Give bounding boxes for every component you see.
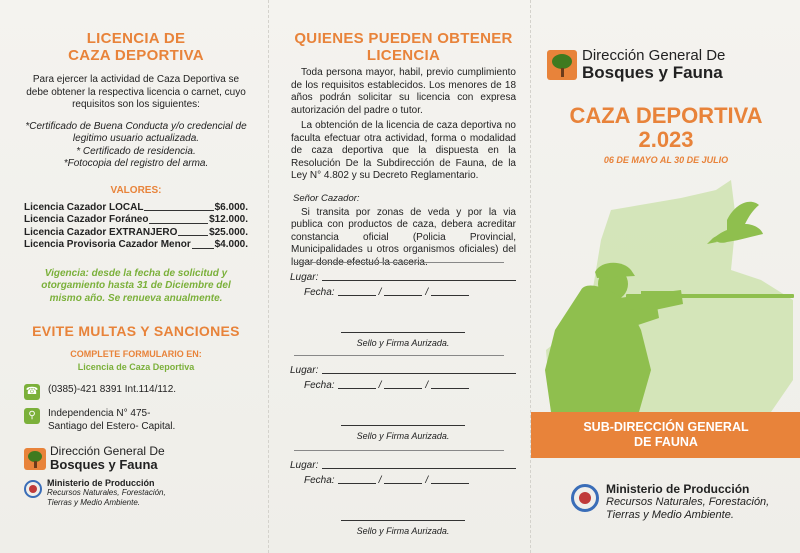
- location-icon: ⚲: [24, 408, 40, 424]
- phone-number: (0385)-421 8391 Int.114/112.: [48, 384, 177, 395]
- quienes-title: QUIENES PUEDEN OBTENER LICENCIA: [294, 30, 513, 64]
- sello-label: Sello y Firma Aurizada.: [356, 526, 450, 536]
- org-logo-block: Dirección General De Bosques y Fauna: [24, 445, 248, 472]
- ministry-logo-icon: [571, 484, 599, 512]
- requirements-list: [24, 121, 248, 171]
- ministry-logo-icon: [24, 480, 42, 498]
- vigencia-text: Vigencia: desde la fecha de solicitud y otorgamiento hasta 31 de Diciembre del mismo año. Se renueva anualmente.: [41, 267, 231, 304]
- senor-cazador: Señor Cazador:: [293, 192, 360, 204]
- evite-title: EVITE MULTAS Y SANCIONES: [32, 323, 240, 339]
- cover-title: CAZA DEPORTIVA: [569, 103, 763, 128]
- cover-org-logo: Dirección General De Bosques y Fauna: [547, 48, 725, 82]
- subdireccion-banner: SUB-DIRECCIÓN GENERAL DE FAUNA: [531, 412, 800, 458]
- fecha-field[interactable]: Fecha: / /: [290, 286, 516, 298]
- cover-year: 2.023: [638, 127, 694, 152]
- complete-link[interactable]: Licencia de Caza Deportiva: [77, 362, 195, 372]
- valor-row: Licencia Cazador Foráneo $12.000.: [24, 214, 248, 225]
- complete-title: COMPLETE FORMULARIO EN:: [70, 349, 202, 359]
- licencia-title: LICENCIA DE CAZA DEPORTIVA: [68, 30, 204, 64]
- panel-cover: [530, 0, 800, 553]
- address-contact: [24, 408, 248, 433]
- tree-logo-icon: [547, 50, 577, 80]
- requirement-item: * Certificado de residencia.: [76, 145, 196, 157]
- signature-block: [290, 262, 516, 348]
- sello-label: Sello y Firma Aurizada.: [356, 338, 450, 348]
- fecha-field[interactable]: Fecha: / /: [290, 379, 516, 391]
- quienes-para3: Si transita por zonas de veda y por la via publica con productos de caza, debera acreditar constancia oficial (Policia Provincial, Municipalidades u otros organismos oficiales) del lugar donde efectuó la caceria.: [291, 206, 516, 268]
- signature-block: [290, 450, 516, 536]
- lugar-field[interactable]: Lugar:: [290, 459, 516, 471]
- phone-contact: [24, 384, 248, 400]
- valor-row: Licencia Provisoria Cazador Menor $4.000.: [24, 239, 248, 250]
- lugar-field[interactable]: Lugar:: [290, 364, 516, 376]
- valores-title: VALORES:: [110, 184, 162, 196]
- tree-logo-icon: [24, 448, 46, 470]
- requirement-item: *Fotocopia del registro del arma.: [63, 158, 209, 169]
- valor-row: Licencia Cazador EXTRANJERO $25.000.: [24, 226, 248, 238]
- quienes-para2: La obtención de la licencia de caza deportiva no faculta efectuar otra actividad, forma o modalidad de caza deportiva que la dispuesta en la Resolución De la Subdirección de Fauna, de la Ley N° 4.802 y su Decreto Reglamentario.: [291, 120, 516, 181]
- hunter-illustration: [531, 180, 800, 412]
- panel-licencia: [0, 0, 268, 553]
- requirement-item: *Certificado de Buena Conducta y/o credencial de legitimo usuario actualizada.: [25, 120, 247, 144]
- lugar-field[interactable]: Lugar:: [290, 271, 516, 283]
- address-text: Independencia N° 475- Santiago del Estero- Capital.: [48, 408, 176, 432]
- valor-row: Licencia Cazador LOCAL $6.000.: [24, 201, 248, 213]
- licencia-intro: Para ejercer la actividad de Caza Deportiva se debe obtener la respectiva licencia o carnet, cuyo requisitos son los siguientes:: [26, 74, 246, 110]
- valores-list: [24, 202, 248, 252]
- sello-label: Sello y Firma Aurizada.: [356, 431, 450, 441]
- cover-ministry-block: Ministerio de Producción Recursos Naturales, Forestación, Tierras y Medio Ambiente.: [571, 482, 769, 522]
- fecha-field[interactable]: Fecha: / /: [290, 474, 516, 486]
- ministry-block: Ministerio de Producción Recursos Naturales, Forestación, Tierras y Medio Ambiente.: [24, 478, 248, 508]
- cover-dates: 06 DE MAYO AL 30 DE JULIO: [603, 155, 729, 165]
- phone-icon: ☎: [24, 384, 40, 400]
- signature-block: [290, 355, 516, 441]
- quienes-para1: Toda persona mayor, habil, previo cumplimiento de los requisitos establecidos. Los menores de 18 años podrán solicitar su licencia con expresa autorización del padre o tutor.: [291, 67, 516, 116]
